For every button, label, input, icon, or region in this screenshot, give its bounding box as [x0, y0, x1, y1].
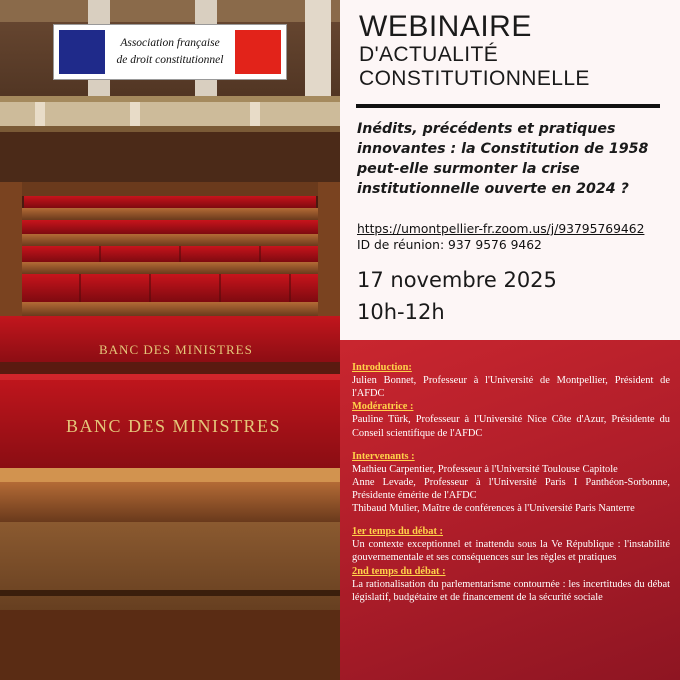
program-text — [352, 361, 670, 604]
moderatrice-heading: Modératrice : — [352, 401, 414, 413]
debat1-text: Un contexte exceptionnel et inattendu sous la Ve République : l'instabilité gouvernementale et ses conséquences sur les règles et pratiques — [352, 539, 670, 564]
zoom-link[interactable]: https://umontpellier-fr.zoom.us/j/93795769462 — [357, 222, 645, 236]
debat2-text: La rationalisation du parlementarisme contournée : les incertitudes du débat législatif, budgétaire et de financement de la sécurité sociale — [352, 578, 670, 603]
title-actualite: D'ACTUALITÉ — [359, 43, 499, 66]
logo-line1: Association française — [120, 37, 220, 50]
banc-des-ministres-large: BANC DES MINISTRES — [66, 416, 282, 436]
logo-line2: de droit constitutionnel — [116, 54, 224, 66]
title-webinaire: WEBINAIRE — [359, 10, 532, 43]
intervenant-1: Mathieu Carpentier, Professeur à l'Université Toulouse Capitole — [352, 463, 618, 475]
intervenant-3: Thibaud Mulier, Maître de conférences à l'Université Paris Nanterre — [352, 503, 635, 515]
flag-blue-stripe — [59, 30, 105, 74]
debat2-heading: 2nd temps du débat : — [352, 565, 446, 577]
banc-des-ministres-small: BANC DES MINISTRES — [99, 342, 253, 357]
logo-text — [105, 25, 235, 79]
title-constitutionnelle: CONSTITUTIONNELLE — [359, 67, 590, 90]
webinar-question: Inédits, précédents et pratiques innovantes : la Constitution de 1958 peut-elle surmonter la crise institutionnelle ouverte en 2024 ? — [357, 121, 649, 198]
introduction-heading: Introduction: — [352, 362, 412, 373]
meeting-id: ID de réunion: 937 9576 9462 — [357, 238, 542, 252]
title-divider — [356, 104, 660, 108]
introduction-text: Julien Bonnet, Professeur à l'Université de Montpellier, Président de l'AFDC — [352, 375, 670, 400]
event-date: 17 novembre 2025 — [357, 268, 557, 292]
flag-red-stripe — [235, 30, 281, 74]
intervenant-2: Anne Levade, Professeur à l'Université Paris I Panthéon-Sorbonne, Présidente émérite de l'AFDC — [352, 476, 670, 501]
afdc-logo — [53, 24, 287, 80]
intervenants-heading: Intervenants : — [352, 450, 415, 462]
debat1-heading: 1er temps du débat : — [352, 526, 444, 538]
event-time: 10h-12h — [357, 300, 445, 324]
moderatrice-text: Pauline Türk, Professeur à l'Université Nice Côte d'Azur, Présidente du Conseil scientifique de l'AFDC — [352, 414, 670, 439]
